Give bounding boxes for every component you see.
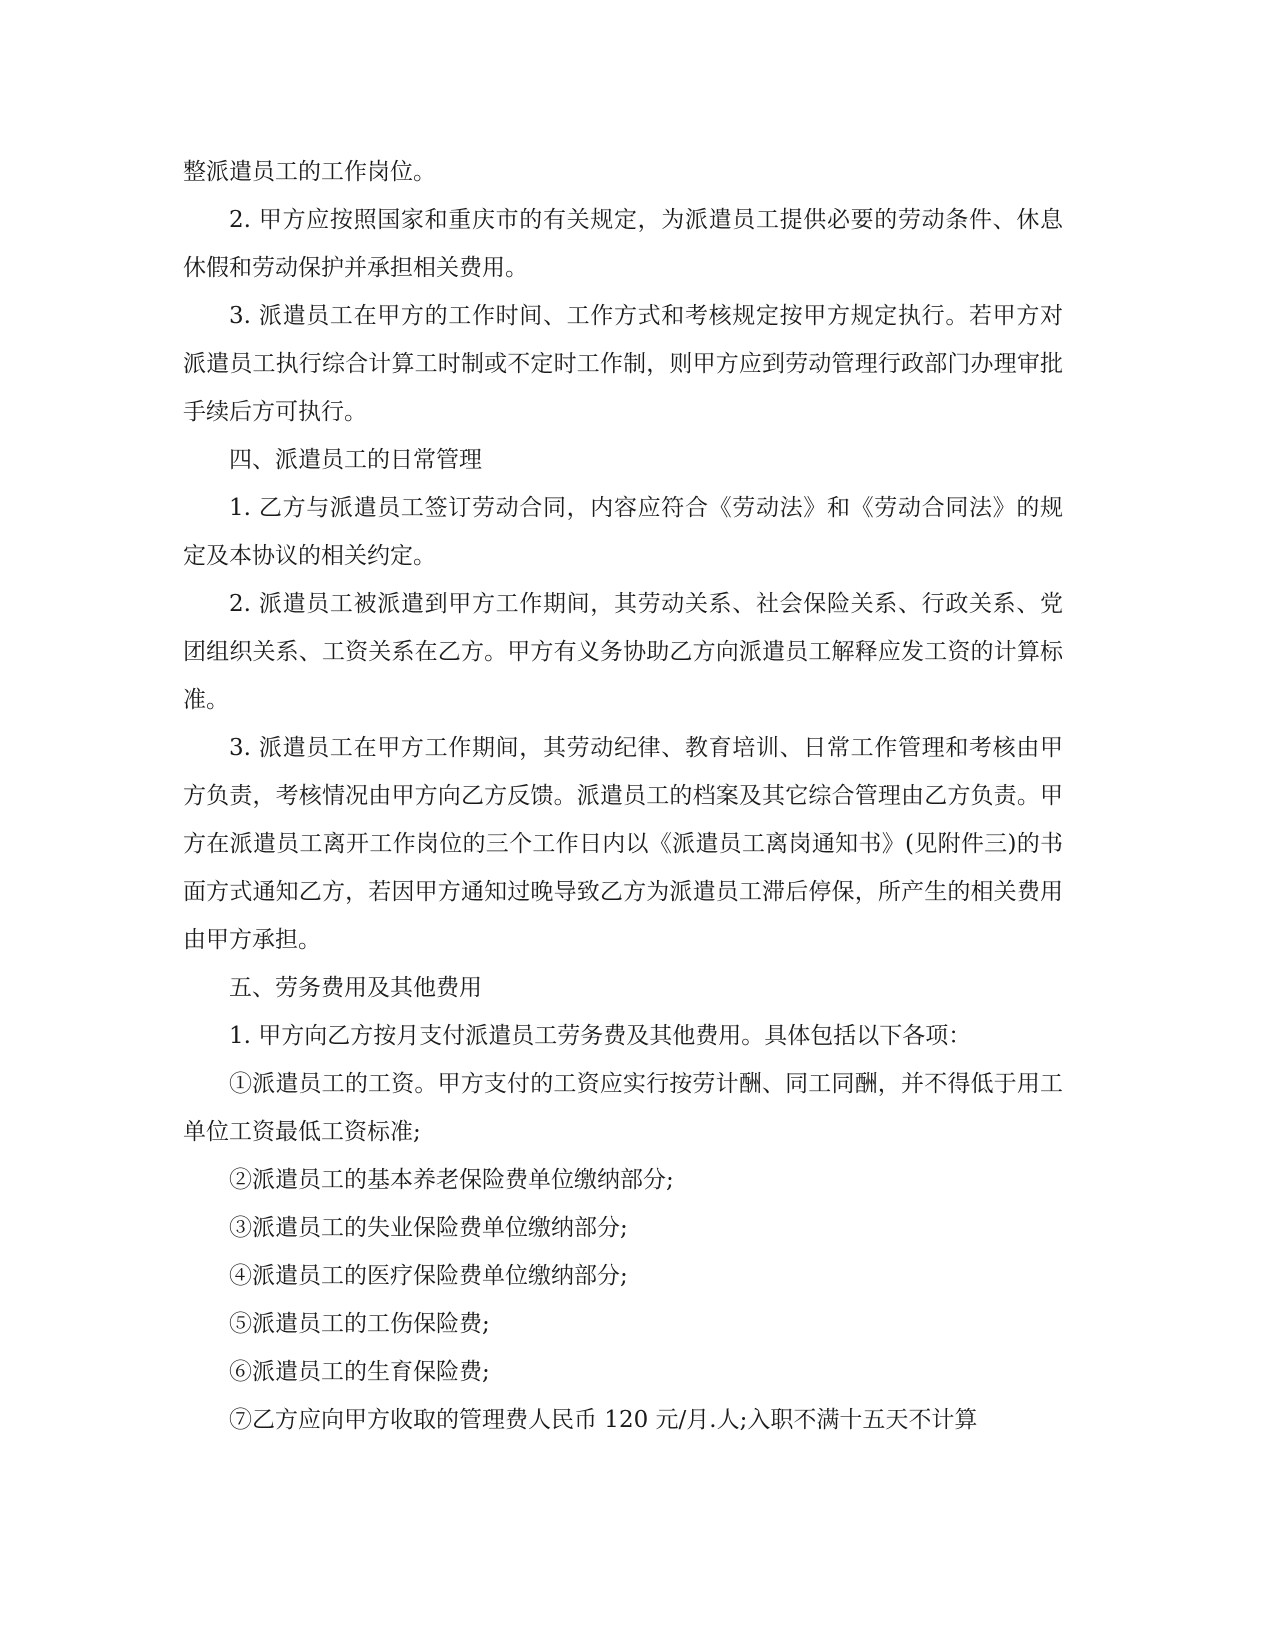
list-item-5: ⑤派遣员工的工伤保险费; bbox=[229, 1311, 490, 1337]
list-item-3: ③派遣员工的失业保险费单位缴纳部分; bbox=[229, 1215, 628, 1241]
paragraph-clause-3-2: 2. 甲方应按照国家和重庆市的有关规定，为派遣员工提供必要的劳动条件、休息休假和劳动保护并承担相关费用。 bbox=[183, 207, 1063, 281]
paragraph-clause-4-2: 2. 派遣员工被派遣到甲方工作期间，其劳动关系、社会保险关系、行政关系、党团组织关系、工资关系在乙方。甲方有义务协助乙方向派遣员工解释应发工资的计算标准。 bbox=[183, 591, 1063, 713]
paragraph-clause-4-3: 3. 派遣员工在甲方工作期间，其劳动纪律、教育培训、日常工作管理和考核由甲方负责，考核情况由甲方向乙方反馈。派遣员工的档案及其它综合管理由乙方负责。甲方在派遣员工离开工作岗位的三个工作日内以《派遣员工离岗通知书》(见附件三)的书面方式通知乙方，若因甲方通知过晚导致乙方为派遣员工滞后停保，所产生的相关费用由甲方承担。 bbox=[183, 735, 1063, 953]
list-item-6: ⑥派遣员工的生育保险费; bbox=[229, 1359, 490, 1385]
paragraph-clause-5-1: 1. 甲方向乙方按月支付派遣员工劳务费及其他费用。具体包括以下各项： bbox=[229, 1023, 972, 1049]
section-heading-5: 五、劳务费用及其他费用 bbox=[229, 975, 482, 1001]
paragraph-continuation: 整派遣员工的工作岗位。 bbox=[183, 159, 436, 185]
list-item-2: ②派遣员工的基本养老保险费单位缴纳部分; bbox=[229, 1167, 674, 1193]
section-heading-4: 四、派遣员工的日常管理 bbox=[229, 447, 482, 473]
paragraph-clause-3-3: 3. 派遣员工在甲方的工作时间、工作方式和考核规定按甲方规定执行。若甲方对派遣员工执行综合计算工时制或不定时工作制，则甲方应到劳动管理行政部门办理审批手续后方可执行。 bbox=[183, 303, 1063, 425]
list-item-1: ①派遣员工的工资。甲方支付的工资应实行按劳计酬、同工同酬，并不得低于用工单位工资最低工资标准; bbox=[183, 1071, 1063, 1145]
document-body bbox=[183, 148, 1063, 1444]
list-item-4: ④派遣员工的医疗保险费单位缴纳部分; bbox=[229, 1263, 628, 1289]
paragraph-clause-4-1: 1. 乙方与派遣员工签订劳动合同，内容应符合《劳动法》和《劳动合同法》的规定及本协议的相关约定。 bbox=[183, 495, 1063, 569]
list-item-7: ⑦乙方应向甲方收取的管理费人民币 120 元/月.人;入职不满十五天不计算 bbox=[229, 1407, 978, 1433]
